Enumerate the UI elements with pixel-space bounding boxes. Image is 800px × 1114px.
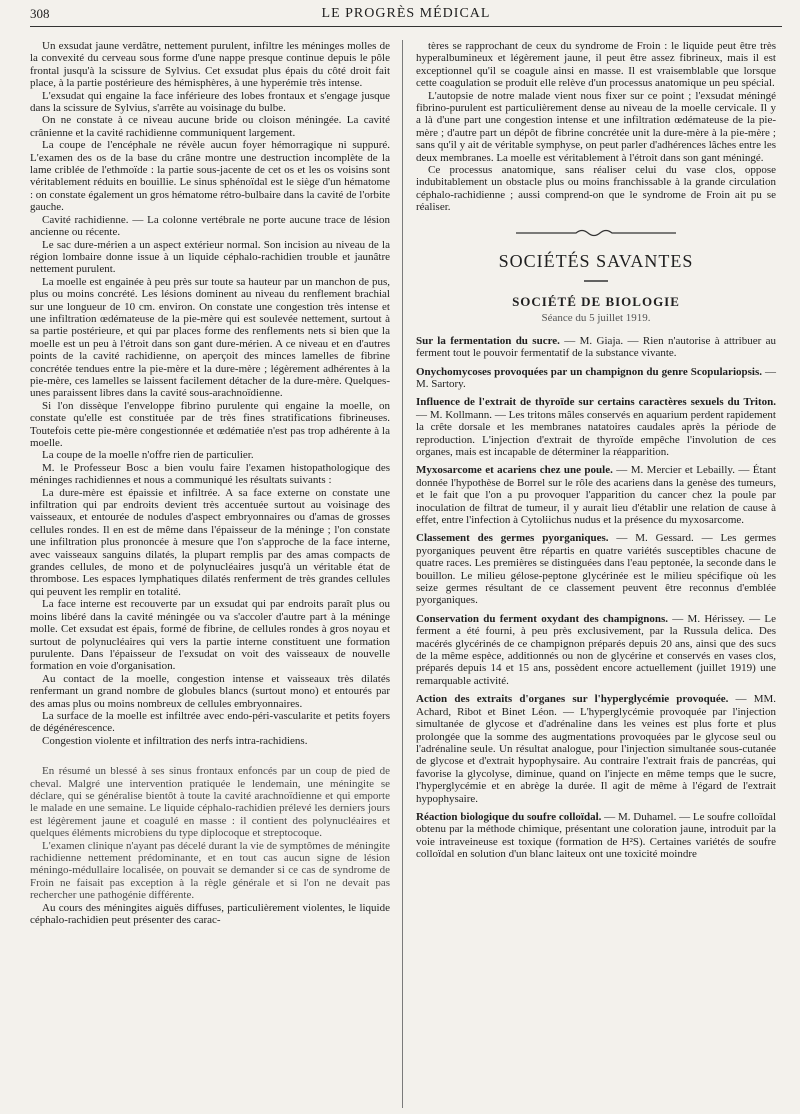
communication-author: — M. Hérissey. — [672, 612, 745, 625]
communication-item — [416, 811, 776, 861]
paragraph: M. le Professeur Bosc a bien voulu faire l'examen histopathologique des méninges rachidiennes et nous a communiqué les résultats suivants : — [30, 461, 390, 487]
communication-body: — Les germes pyorganiques peuvent être répartis en quatre variétés susceptibles chacune de quatre races. Les premières se distinguées dans l'eau peptonée, la seconde dans le bouillon. Le milieu gélose-peptone glycérinée est le milieu spécifique où les seize germes résultant de ce classement peuvent être reconnus d'emblée pyorganiques. — [416, 532, 777, 607]
paragraph: L'autopsie de notre malade vient nous fixer sur ce point ; l'exsudat méningé fibrino-purulent est particulièrement dense au niveau de la moelle cervicale. Il y a là d'une part une congestion intense et une infiltration œdémateuse de la pie-mère ; d'autre part un dépôt de fibrine concrétée unit la dure-mère à la pie-mère ; sans qu'il y ait de véritable symphyse, on peut parler d'adhérences lâches entre les deux membranes. La moelle est véritablement à l'étroit dans son gant méningé. — [416, 89, 776, 164]
paragraph: Au contact de la moelle, congestion intense et vaisseaux très dilatés renfermant un grand nombre de globules blancs (surtout mono) et entourés par des amas plus ou moins nombreux de cellules embryonnaires. — [30, 672, 390, 710]
communication-title: Influence de l'extrait de thyroïde sur certains caractères sexuels du Triton. — [416, 396, 776, 409]
page-number: 308 — [30, 6, 50, 21]
communication-body: — L'hyperglycémie provoquée par l'injection simultanée de glycose et d'adrénaline dans les veines est plus forte et plus prolongée que la somme des augmentations provoquées par le glycose seul ou l'adrénaline seule. Un résultat analogue, pour l'injection simultanée sous-cutanée de glycose et d'extrait hypophysaire. Au contraire l'extrait frais de pancréas, qui favorise la glycolyse, diminue, quand on l'injecte en même temps que le sucre, l'hyperglycémie et en abrège la durée. Il agit de même à l'égard de l'extrait hypophysaire. — [416, 705, 776, 805]
communication-body: — Rien n'autorise à attribuer au ferment tout le pouvoir fermentatif de la substance vivante. — [416, 334, 776, 360]
communication-item — [416, 693, 776, 805]
communication-body: — Le soufre colloïdal obtenu par la méthode chimique, présentant une coloration jaune, introduit par la voie intraveineuse est toxique (formation de H²S). Certaines variétés de soufre colloïdal en solution d'un blanc laiteux ont une toxicité moindre — [416, 810, 776, 861]
communication-item — [416, 335, 776, 360]
left-column — [30, 40, 390, 926]
right-column — [416, 40, 776, 867]
communication-body: — Le ferment a été fourni, à peu près exclusivement, par la Russula delica. Des macérés glycérinés de ce champignon préparés depuis 20 ans, ainsi que des sucs de la même espèce, additionnés ou non de glycérine et conservés en vases clos, préparés depuis 14 et 15 ans, possèdent encore actuellement (juillet 1919) une remarquable activité. — [416, 612, 776, 687]
communication-title: Conservation du ferment oxydant des champignons. — [416, 612, 669, 625]
journal-title: LE PROGRÈS MÉDICAL — [321, 6, 491, 21]
society-title: SOCIÉTÉ DE BIOLOGIE — [512, 293, 680, 309]
communication-item — [416, 464, 776, 526]
paragraph: L'exsudat qui engaine la face inférieure des lobes frontaux et s'engage jusque dans la scissure de Sylvius, s'arrête au voisinage du bulbe. — [30, 89, 390, 115]
communication-title: Myxosarcome et acariens chez une poule. — [416, 464, 613, 477]
page-header — [30, 4, 782, 27]
communication-title: Réaction biologique du soufre colloïdal. — [416, 810, 602, 823]
communication-body: — Les tritons mâles conservés en aquarium perdent rapidement la crête dorsale et les membranes natatoires caudales après la période de reproduction. L'injection d'extrait de thyroïde empêche l'involution de ces organes, mais est incapable de déterminer la réapparition. — [416, 408, 776, 458]
summary-paragraph: Au cours des méningites aiguës diffuses, particulièrement violentes, le liquide céphalo-rachidien peut présenter des carac- — [30, 901, 390, 927]
column-divider — [402, 40, 403, 1108]
paragraph: La coupe de l'encéphale ne révèle aucun foyer hémorragique ni suppuré. L'examen des os de la base du crâne montre une destruction incomplète de la lame criblée de l'ethmoïde : la partie sous-jacente de cet os et les os voisins sont véritablement réduits en bouillie. Le sinus sphénoïdal est le siège d'un hématome : on constate également un gros hématome rétro-bulbaire dans la cavité de l'orbite gauche. — [30, 139, 390, 214]
paragraph: Ce processus anatomique, sans réaliser celui du vase clos, oppose indubitablement un obstacle plus ou moins franchissable à la grande circulation céphalo-rachidienne ; aussi comprend-on que le syndrome de Froin ait pu se réaliser. — [416, 164, 776, 214]
communication-item — [416, 532, 776, 606]
ornament-divider — [416, 228, 776, 241]
paragraph: On ne constate à ce niveau aucune bride ou cloison méningée. La cavité crânienne et la cavité rachidienne communiquent largement. — [30, 114, 390, 139]
paragraph: La moelle est engainée à peu près sur toute sa hauteur par un manchon de pus, plus ou moins concrété. Les lésions dominent au niveau du renflement brachial sur une longueur de 10 cm. environ. On constate une congestion très intense et une infiltration œdémateuse de la pie-mère qui est soulevée nettement, surtout à sa partie postérieure, et qui par places forme des renflements nets si bien que la moelle est un peu à l'étroit dans son gant dure-mérien. A ce niveau et en d'autres points de la cavité rachidienne, on aperçoit des minces lamelles de fibrine concrétée tendues entre la pie-mère et la dure-mère ; légèrement adhérentes à la pie-mère, ces lamelles se laissent facilement détacher de la dure-mère. Quelques-unes paraissent libres dans la cavité sous-arachnoïdienne. — [30, 275, 390, 400]
summary-paragraph: En résumé un blessé à ses sinus frontaux enfoncés par un coup de pied de cheval. Malgré une intervention pratiquée le lendemain, une méningite se déclare, qui se généralise bientôt à toute la cavité arachnoïdienne et qui emporte le malade en une semaine. Le liquide céphalo-rachidien prélevé les derniers jours est légèrement jaune et coagulé en masse : il contient des polynucléaires et quelques éléments microbiens du type diplocoque et streptocoque. — [30, 765, 390, 840]
communication-body: — Étant donnée l'hypothèse de Borrel sur le rôle des acariens dans la genèse des tumeurs, et le fait que l'on a pu provoquer l'apparition du cancer chez la poule par inoculation de filtrat de tumeur, il y aurait lieu d'établir une relation de cause à effet, entre l'infection à Cytoliichus nudus et la présence du myxosarcome. — [416, 464, 777, 526]
paragraph: La dure-mère est épaissie et infiltrée. A sa face externe on constate une infiltration qui par endroits devient très accentuée surtout au voisinage des vaisseaux, et entourée de nodules d'aspect embryonnaires ou d'amas de grosses cellules rondes. Il en est de même dans l'épaisseur de la méninge ; l'on constate une infiltration plus prononcée à mesure que l'on s'approche de la face interne, avec vaisseaux sanguins dilatés, la plupart remplis par des amas compacts de grandes cellules, de mono et de polynucléaires jusqu'à un véritable état de thrombose. Les espaces lymphatiques dilatés renferment de très grandes cellules qui peuvent les remplir en totalité. — [30, 486, 390, 598]
communication-title: Action des extraits d'organes sur l'hyperglycémie provoquée. — [416, 693, 729, 706]
session-date: Séance du 5 juillet 1919. — [541, 312, 651, 325]
communication-title: Classement des germes pyorganiques. — [416, 532, 609, 545]
communication-author: — M. Duhamel. — [604, 810, 677, 823]
communication-author: — M. Sartory. — [416, 365, 776, 390]
paragraph: Le sac dure-mérien a un aspect extérieur normal. Son incision au niveau de la région lombaire donne issue à un liquide céphalo-rachidien trouble et jaunâtre nettement purulent. — [30, 238, 390, 276]
summary-paragraph: L'examen clinique n'ayant pas décelé durant la vie de symptômes de méningite rachidienne nettement prédominante, et en tout cas aucun signe de lésion méningo-médullaire localisée, on pouvait se demander si ce cas de syndrome de Froin ne faisait pas exception à la règle générale et si l'on ne devait pas rechercher une pathogénie différente. — [30, 839, 390, 902]
communication-item — [416, 613, 776, 687]
paragraph: Congestion violente et infiltration des nerfs intra-rachidiens. — [42, 734, 308, 747]
communication-title: Sur la fermentation du sucre. — [416, 334, 560, 347]
paragraph: La face interne est recouverte par un exsudat qui par endroits paraît plus ou moins libéré dans la cavité méningée ou va s'accoler d'autre part à la méninge molle. Cet exsudat est épais, formé de fibrine, de cellules rondes à gros noyau et surtout de polynucléaires qui vers la partie interne constituent une formation purulente. Dans l'épaisseur de l'exsudat on voit des vaisseaux de nouvelle formation en voie d'organisation. — [30, 598, 390, 673]
paragraph: tères se rapprochant de ceux du syndrome de Froin : le liquide peut être très hyperalbumineux et légèrement jaune, il peut être assez fibrineux, mais il est exceptionnel qu'il se coagule ainsi en masse. Il est vraisemblable que lorsque cette coagulation se produit elle relève d'un processus anatomique un peu spécial. — [416, 40, 776, 90]
communication-item — [416, 396, 776, 458]
section-title: SOCIÉTÉS SAVANTES — [498, 251, 694, 272]
communication-author: — MM. Achard, Ribot et Binet Léon. — [416, 693, 777, 718]
paragraph: La coupe de la moelle n'offre rien de particulier. — [42, 449, 254, 462]
communication-author: — M. Giaja. — [564, 334, 624, 347]
paragraph: Si l'on dissèque l'enveloppe fibrino purulente qui engaine la moelle, on constate qu'elle est constituée par de très fines stratifications fibrineuses. Toutefois cette pie-mère congestionnée et œdématiée n'est pas trop adhérente à la moelle. — [30, 399, 390, 449]
section-dash — [416, 274, 776, 286]
paragraph: La surface de la moelle est infiltrée avec endo-péri-vascularite et petits foyers de dégénérescence. — [30, 709, 390, 735]
paragraph: Un exsudat jaune verdâtre, nettement purulent, infiltre les méninges molles de la convexité du cerveau sous forme d'une nappe presque continue depuis le pôle frontal jusqu'à la scissure de Sylvius. Cet exsudat plus épais du côté droit fait place, à la partie postérieure des hémisphères, à une hyperémie très intense. — [30, 40, 390, 90]
communication-title: Onychomycoses provoquées par un champignon du genre Scopulariopsis. — [416, 365, 762, 378]
squiggle-ornament-icon — [516, 228, 676, 238]
communication-author: — M. Mercier et Lebailly. — [616, 464, 735, 477]
communication-author: — M. Kollmann. — [416, 408, 492, 421]
communication-author: — M. Gessard. — [616, 532, 694, 545]
communication-item — [416, 366, 776, 391]
paragraph: Cavité rachidienne. — La colonne vertébrale ne porte aucune trace de lésion ancienne ou récente. — [30, 213, 390, 239]
